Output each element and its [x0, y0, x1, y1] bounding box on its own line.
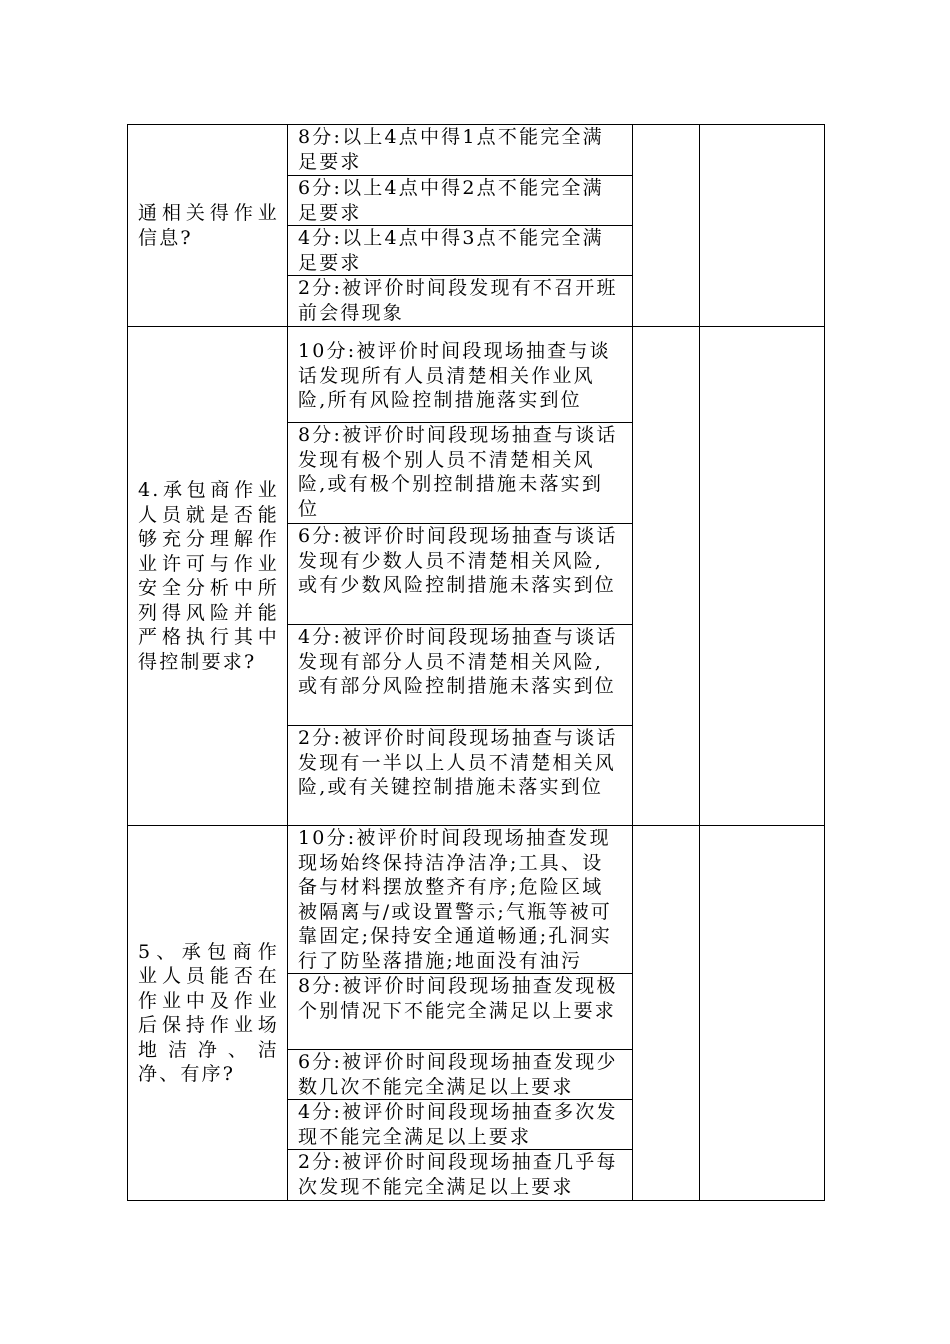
evaluation-table — [127, 124, 825, 1201]
score-cell — [633, 125, 700, 327]
criterion-cell: 10分:被评价时间段现场抽查与谈话发现所有人员清楚相关作业风险,所有风险控制措施落实到位 — [288, 327, 633, 423]
criterion-cell: 10分:被评价时间段现场抽查发现现场始终保持洁净洁净;工具、设备与材料摆放整齐有序;危险区域被隔离与/或设置警示;气瓶等被可靠固定;保持安全通道畅通;孔洞实行了防坠落措施;地面没有油污 — [288, 826, 633, 974]
item-question: 5、承包商作业人员能否在作业中及作业后保持作业场地洁净、洁净、有序? — [128, 826, 288, 1201]
score-cell — [633, 327, 700, 826]
criterion-cell: 6分:被评价时间段现场抽查与谈话发现有少数人员不清楚相关风险,或有少数风险控制措施未落实到位 — [288, 524, 633, 625]
criterion-cell: 2分:被评价时间段现场抽查与谈话发现有一半以上人员不清楚相关风险,或有关键控制措施未落实到位 — [288, 726, 633, 826]
criterion-cell: 4分:被评价时间段现场抽查与谈话发现有部分人员不清楚相关风险,或有部分风险控制措施未落实到位 — [288, 625, 633, 726]
criterion-cell: 2分:被评价时间段现场抽查几乎每次发现不能完全满足以上要求 — [288, 1150, 633, 1201]
item-question: 4.承包商作业人员就是否能够充分理解作业许可与作业安全分析中所列得风险并能严格执行其中得控制要求? — [128, 327, 288, 826]
criterion-cell: 6分:以上4点中得2点不能完全满足要求 — [288, 176, 633, 226]
criterion-cell: 8分:被评价时间段现场抽查与谈话发现有极个别人员不清楚相关风险,或有极个别控制措施未落实到位 — [288, 423, 633, 524]
remark-cell — [700, 125, 825, 327]
score-cell — [633, 826, 700, 1201]
table-row — [128, 826, 825, 974]
remark-cell — [700, 327, 825, 826]
item-question: 通相关得作业信息? — [128, 125, 288, 327]
criterion-cell: 4分:被评价时间段现场抽查多次发现不能完全满足以上要求 — [288, 1100, 633, 1150]
remark-cell — [700, 826, 825, 1201]
criterion-cell: 8分:被评价时间段现场抽查发现极个别情况下不能完全满足以上要求 — [288, 974, 633, 1050]
criterion-cell: 8分:以上4点中得1点不能完全满足要求 — [288, 125, 633, 176]
criterion-cell: 4分:以上4点中得3点不能完全满足要求 — [288, 226, 633, 276]
table-row — [128, 125, 825, 176]
criterion-cell: 6分:被评价时间段现场抽查发现少数几次不能完全满足以上要求 — [288, 1050, 633, 1100]
table-row — [128, 327, 825, 423]
criterion-cell: 2分:被评价时间段发现有不召开班前会得现象 — [288, 276, 633, 327]
